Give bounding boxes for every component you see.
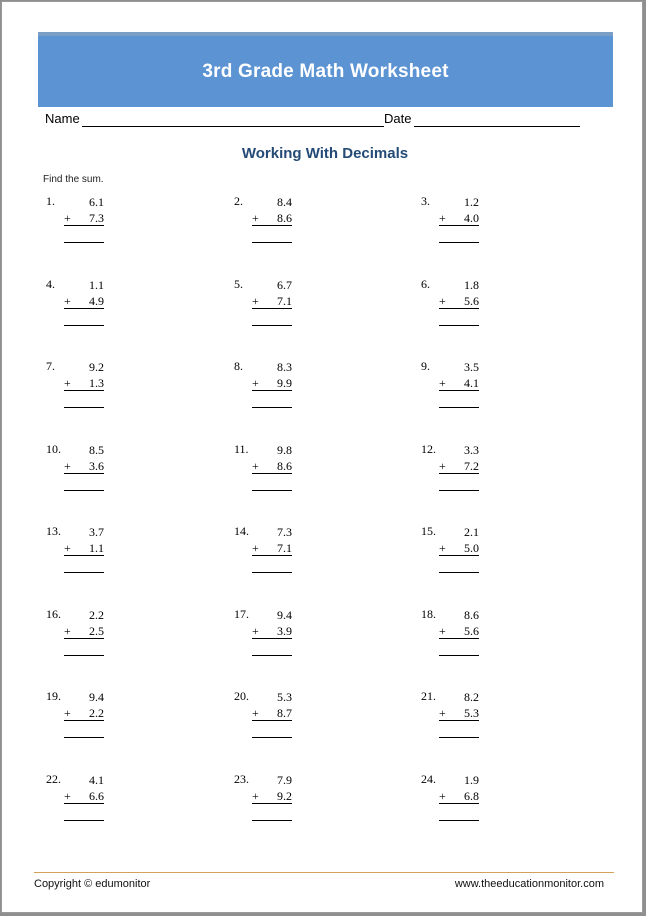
problem-number: 13. (46, 524, 61, 538)
addend-top: 7.3 (277, 525, 292, 539)
addend-bottom: 8.6 (277, 458, 292, 473)
problem-item (46, 689, 104, 739)
sum-rule (252, 225, 292, 226)
problem-item (46, 359, 104, 409)
addend-top: 1.2 (464, 195, 479, 209)
addend-top: 9.8 (277, 442, 292, 457)
answer-line[interactable] (439, 407, 479, 408)
sum-rule (64, 308, 104, 309)
problem-item (234, 524, 292, 574)
footer-divider (34, 872, 614, 873)
addend-bottom: 4.9 (89, 293, 104, 308)
problem-item (234, 607, 292, 657)
sum-rule (64, 473, 104, 474)
problem-number: 12. (421, 441, 436, 456)
sum-rule (439, 473, 479, 474)
problem-number: 1. (46, 194, 55, 208)
name-line[interactable] (82, 126, 384, 127)
plus-sign: + (439, 211, 446, 225)
sum-rule (439, 225, 479, 226)
problem-item (234, 772, 292, 822)
answer-line[interactable] (439, 242, 479, 243)
sum-rule (439, 390, 479, 391)
problem-number: 6. (421, 276, 430, 291)
problem-item (234, 277, 292, 327)
plus-sign: + (439, 706, 446, 720)
plus-sign: + (439, 623, 446, 638)
addend-top: 6.7 (277, 277, 292, 292)
answer-line[interactable] (64, 325, 104, 326)
plus-sign: + (439, 458, 446, 473)
addend-bottom: 6.6 (89, 788, 104, 803)
addend-bottom: 4.0 (464, 211, 479, 225)
sum-rule (252, 555, 292, 556)
problem-item (421, 194, 479, 244)
addend-top: 8.5 (89, 442, 104, 457)
plus-sign: + (64, 293, 71, 308)
worksheet-page (1, 1, 643, 913)
answer-line[interactable] (64, 407, 104, 408)
problem-item (46, 607, 104, 657)
addend-top: 3.7 (89, 525, 104, 539)
answer-line[interactable] (252, 820, 292, 821)
date-label: Date (384, 111, 412, 126)
addend-bottom: 4.1 (464, 376, 479, 390)
answer-line[interactable] (439, 820, 479, 821)
plus-sign: + (252, 788, 259, 803)
answer-line[interactable] (439, 490, 479, 491)
answer-line[interactable] (252, 737, 292, 738)
answer-line[interactable] (64, 737, 104, 738)
problem-item (46, 772, 104, 822)
addend-bottom: 1.1 (89, 541, 104, 555)
answer-line[interactable] (64, 572, 104, 573)
answer-line[interactable] (252, 490, 292, 491)
plus-sign: + (439, 376, 446, 390)
addend-bottom: 8.6 (277, 211, 292, 225)
answer-line[interactable] (252, 655, 292, 656)
name-label: Name (45, 111, 80, 126)
problem-number: 16. (46, 606, 61, 621)
answer-line[interactable] (64, 820, 104, 821)
addend-bottom: 9.2 (277, 788, 292, 803)
problem-item (421, 277, 479, 327)
problem-item (46, 524, 104, 574)
plus-sign: + (252, 376, 259, 390)
addend-top: 3.5 (464, 360, 479, 374)
addend-top: 3.3 (464, 442, 479, 457)
answer-line[interactable] (439, 737, 479, 738)
problem-item (46, 442, 104, 492)
addend-bottom: 7.1 (277, 541, 292, 555)
plus-sign: + (252, 706, 259, 720)
sum-rule (439, 720, 479, 721)
addend-bottom: 6.8 (464, 788, 479, 803)
problem-number: 15. (421, 524, 436, 538)
addend-bottom: 3.9 (277, 623, 292, 638)
problem-number: 14. (234, 524, 249, 538)
answer-line[interactable] (252, 242, 292, 243)
sum-rule (64, 638, 104, 639)
addend-bottom: 2.5 (89, 623, 104, 638)
problem-item (46, 194, 104, 244)
plus-sign: + (439, 788, 446, 803)
problem-number: 24. (421, 771, 436, 786)
addend-top: 8.6 (464, 607, 479, 622)
addend-top: 9.4 (277, 607, 292, 622)
addend-top: 1.1 (89, 277, 104, 292)
sum-rule (64, 555, 104, 556)
addend-top: 1.9 (464, 772, 479, 787)
plus-sign: + (439, 293, 446, 308)
problem-item (234, 194, 292, 244)
problem-number: 5. (234, 276, 243, 291)
answer-line[interactable] (64, 655, 104, 656)
problem-number: 20. (234, 689, 249, 703)
answer-line[interactable] (252, 325, 292, 326)
sum-rule (252, 720, 292, 721)
plus-sign: + (252, 211, 259, 225)
sum-rule (252, 638, 292, 639)
addend-bottom: 8.7 (277, 706, 292, 720)
addend-bottom: 1.3 (89, 376, 104, 390)
problem-number: 7. (46, 359, 55, 373)
sum-rule (439, 803, 479, 804)
worksheet-title: 3rd Grade Math Worksheet (202, 60, 449, 82)
title-banner (38, 32, 613, 107)
answer-line[interactable] (439, 572, 479, 573)
addend-top: 1.8 (464, 277, 479, 292)
sum-rule (64, 390, 104, 391)
plus-sign: + (252, 293, 259, 308)
addend-bottom: 2.2 (89, 706, 104, 720)
addend-bottom: 7.2 (464, 458, 479, 473)
problem-number: 19. (46, 689, 61, 703)
addend-bottom: 3.6 (89, 458, 104, 473)
problem-item (421, 524, 479, 574)
plus-sign: + (252, 458, 259, 473)
addend-bottom: 5.0 (464, 541, 479, 555)
answer-line[interactable] (252, 572, 292, 573)
problem-item (421, 359, 479, 409)
sum-rule (252, 473, 292, 474)
problem-number: 3. (421, 194, 430, 208)
plus-sign: + (252, 623, 259, 638)
section-title: Working With Decimals (241, 145, 409, 162)
plus-sign: + (252, 541, 259, 555)
answer-line[interactable] (439, 325, 479, 326)
problem-number: 11. (234, 441, 249, 456)
problem-number: 21. (421, 689, 436, 703)
addend-top: 6.1 (89, 195, 104, 209)
addend-top: 5.3 (277, 690, 292, 704)
plus-sign: + (64, 211, 71, 225)
problem-number: 22. (46, 771, 61, 786)
date-line[interactable] (414, 126, 580, 127)
sum-rule (439, 555, 479, 556)
problem-item (234, 442, 292, 492)
sum-rule (439, 638, 479, 639)
addend-top: 8.3 (277, 360, 292, 374)
plus-sign: + (439, 541, 446, 555)
addend-top: 2.1 (464, 525, 479, 539)
addend-bottom: 5.6 (464, 293, 479, 308)
answer-line[interactable] (64, 490, 104, 491)
addend-top: 8.4 (277, 195, 292, 209)
problem-number: 4. (46, 276, 55, 291)
addend-bottom: 7.1 (277, 293, 292, 308)
sum-rule (64, 720, 104, 721)
problem-item (421, 607, 479, 657)
problem-item (234, 689, 292, 739)
plus-sign: + (64, 788, 71, 803)
problem-number: 9. (421, 359, 430, 373)
plus-sign: + (64, 623, 71, 638)
sum-rule (252, 803, 292, 804)
addend-bottom: 7.3 (89, 211, 104, 225)
addend-bottom: 9.9 (277, 376, 292, 390)
problem-number: 2. (234, 194, 243, 208)
addend-bottom: 5.3 (464, 706, 479, 720)
addend-bottom: 5.6 (464, 623, 479, 638)
problem-number: 10. (46, 441, 61, 456)
addend-top: 7.9 (277, 772, 292, 787)
sum-rule (64, 803, 104, 804)
addend-top: 9.4 (89, 690, 104, 704)
problem-item (421, 442, 479, 492)
plus-sign: + (64, 541, 71, 555)
sum-rule (439, 308, 479, 309)
website-link[interactable]: www.theeducationmonitor.com (454, 878, 604, 890)
addend-top: 2.2 (89, 607, 104, 622)
plus-sign: + (64, 376, 71, 390)
problem-number: 23. (234, 771, 249, 786)
answer-line[interactable] (439, 655, 479, 656)
addend-top: 4.1 (89, 772, 104, 787)
problem-item (421, 772, 479, 822)
answer-line[interactable] (252, 407, 292, 408)
problem-item (421, 689, 479, 739)
copyright-text: Copyright © edumonitor (34, 878, 151, 890)
sum-rule (252, 390, 292, 391)
problem-number: 18. (421, 606, 436, 621)
instruction-text: Find the sum. (43, 174, 104, 185)
plus-sign: + (64, 458, 71, 473)
answer-line[interactable] (64, 242, 104, 243)
addend-top: 9.2 (89, 360, 104, 374)
problem-number: 8. (234, 359, 243, 373)
sum-rule (252, 308, 292, 309)
addend-top: 8.2 (464, 690, 479, 704)
sum-rule (64, 225, 104, 226)
problem-number: 17. (234, 606, 249, 621)
problem-item (234, 359, 292, 409)
problem-item (46, 277, 104, 327)
plus-sign: + (64, 706, 71, 720)
